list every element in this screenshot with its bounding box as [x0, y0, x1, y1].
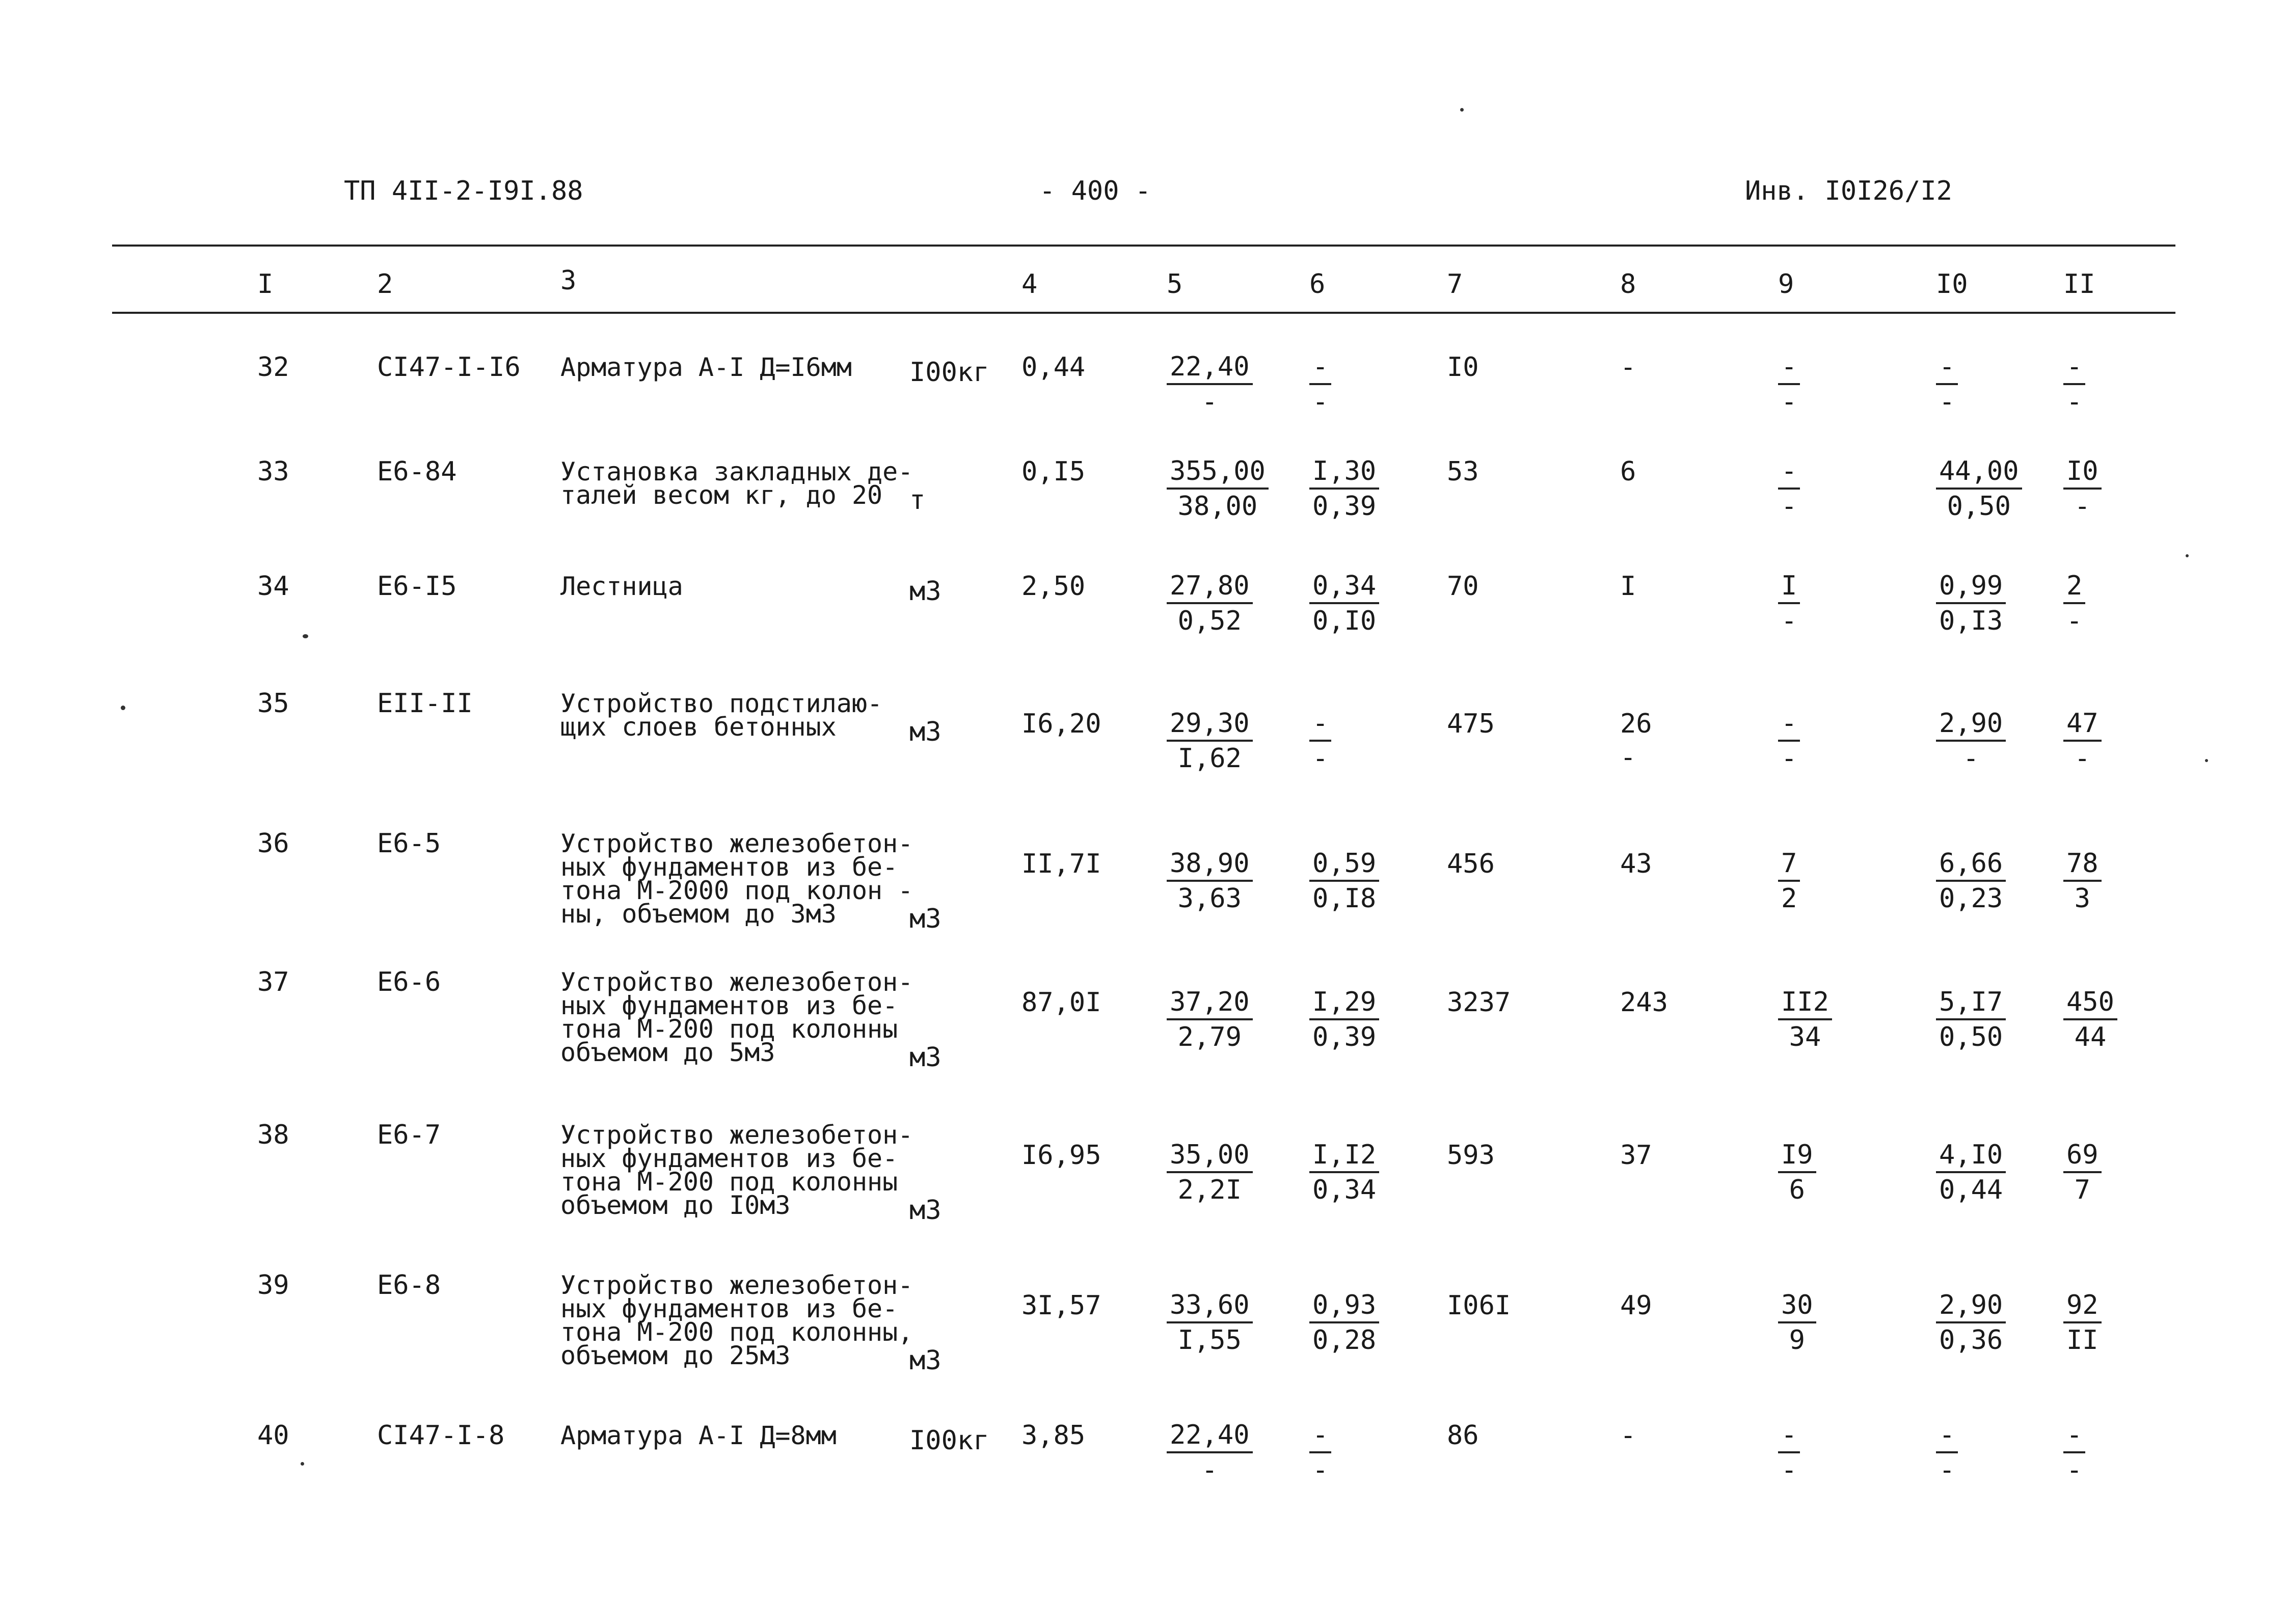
unit-cost [1167, 1289, 1253, 1357]
labor-total-numerator: 92 [2063, 1289, 2102, 1323]
labor-per-unit [1936, 570, 2006, 638]
machine-cost-fraction [1778, 986, 1832, 1054]
unit-cost-denominator: I,62 [1177, 743, 1242, 774]
unit-cost-denominator: 3,63 [1177, 883, 1242, 914]
labor-total-numerator: - [2063, 350, 2085, 385]
unit-cost-denominator: 2,2I [1177, 1175, 1242, 1205]
total-cost: 3237 [1447, 987, 1511, 1018]
unit-wage-fraction [1309, 1289, 1379, 1357]
description-line: тона М-200 под колонны, [560, 1317, 913, 1347]
unit-cost-fraction [1167, 570, 1253, 638]
machine-cost [1778, 350, 1800, 419]
labor-per-unit-denominator: - [1939, 387, 1955, 417]
labor-per-unit-denominator: 0,36 [1939, 1325, 2003, 1356]
labor-per-unit-denominator: - [1939, 1455, 1955, 1485]
total-cost: 70 [1447, 571, 1479, 602]
unit-wage-denominator: 0,I8 [1312, 883, 1377, 914]
labor-per-unit-numerator: - [1936, 1419, 1958, 1453]
labor-per-unit-numerator: 5,I7 [1936, 986, 2006, 1020]
total-wage [1620, 707, 1652, 774]
labor-per-unit [1936, 707, 2006, 775]
unit-wage-fraction [1309, 847, 1379, 915]
unit-cost-fraction [1167, 847, 1253, 915]
doc-code: ТП 4II-2-I9I.88 [344, 176, 583, 206]
machine-cost-numerator: 30 [1778, 1289, 1816, 1323]
labor-total-numerator: I0 [2063, 455, 2102, 490]
unit-wage [1309, 1139, 1379, 1207]
description-line: ных фундаментов из бе- [560, 991, 898, 1020]
machine-cost-fraction [1778, 570, 1800, 638]
column-number-9: 9 [1778, 269, 1794, 300]
machine-cost [1778, 1289, 1816, 1357]
labor-total [2063, 1139, 2102, 1207]
description-line: Установка закладных де- [560, 457, 913, 486]
machine-cost-numerator: I9 [1778, 1139, 1816, 1173]
machine-cost-denominator: - [1781, 606, 1797, 636]
machine-cost [1778, 707, 1800, 775]
row-number: 39 [257, 1270, 289, 1301]
labor-per-unit [1936, 1139, 2006, 1207]
labor-total-fraction [2063, 847, 2102, 915]
machine-cost [1778, 570, 1800, 638]
quantity: 87,0I [1021, 987, 1101, 1018]
labor-total-fraction [2063, 455, 2102, 523]
unit-wage [1309, 986, 1379, 1054]
description-line: Лестница [560, 572, 683, 601]
norm-code: ЕII-II [377, 688, 473, 719]
unit-cost [1167, 570, 1253, 638]
unit-cost [1167, 986, 1253, 1054]
labor-total-numerator: 78 [2063, 847, 2102, 882]
labor-total-numerator: 47 [2063, 707, 2102, 742]
labor-per-unit [1936, 350, 1958, 419]
labor-total-fraction [2063, 1139, 2102, 1207]
total-wage-value: 26 [1620, 709, 1652, 739]
column-number-5: 5 [1167, 269, 1183, 300]
scan-speck [301, 1462, 304, 1466]
description-line: талей весом кг, до 20 [560, 480, 883, 510]
total-wage-sub: - [1620, 742, 1636, 773]
quantity: II,7I [1021, 849, 1101, 879]
total-wage-value: 243 [1620, 987, 1668, 1018]
total-wage-value: I [1620, 571, 1636, 602]
scan-speck [2205, 759, 2208, 762]
norm-code: Е6-84 [377, 456, 457, 487]
labor-per-unit [1936, 455, 2022, 523]
labor-per-unit [1936, 986, 2006, 1054]
unit-cost-denominator: - [1201, 387, 1218, 417]
unit-wage-denominator: 0,39 [1312, 491, 1377, 522]
labor-total-numerator: 2 [2063, 570, 2085, 604]
description-line: ных фундаментов из бе- [560, 1144, 898, 1173]
unit-wage-numerator: 0,93 [1309, 1289, 1379, 1323]
unit-cost-fraction [1167, 707, 1253, 775]
unit-cost-numerator: 22,40 [1167, 1419, 1253, 1453]
row-number: 36 [257, 828, 289, 859]
machine-cost-fraction [1778, 1419, 1800, 1487]
quantity: 0,44 [1021, 352, 1086, 383]
description-line: Устройство железобетон- [560, 829, 913, 858]
machine-cost-denominator: - [1781, 387, 1797, 417]
norm-code: Е6-8 [377, 1270, 441, 1301]
labor-total [2063, 1289, 2102, 1357]
unit-wage-numerator: 0,59 [1309, 847, 1379, 882]
unit-wage [1309, 350, 1331, 419]
labor-per-unit-numerator: 6,66 [1936, 847, 2006, 882]
scan-speck [2186, 554, 2189, 557]
work-description [560, 829, 913, 929]
labor-total-denominator: 44 [2074, 1022, 2107, 1052]
labor-total-denominator: - [2074, 743, 2090, 774]
total-cost: 475 [1447, 709, 1495, 739]
row-number: 32 [257, 352, 289, 383]
row-number: 37 [257, 967, 289, 997]
description-line: Арматура А-I Д=I6мм [560, 353, 852, 382]
unit-of-measure: I00кг [909, 1425, 989, 1456]
unit-cost [1167, 707, 1253, 775]
unit-cost-fraction [1167, 455, 1269, 523]
machine-cost-fraction [1778, 1139, 1816, 1207]
total-wage [1620, 847, 1652, 881]
unit-wage [1309, 1289, 1379, 1357]
row-number: 40 [257, 1420, 289, 1451]
scan-speck [303, 634, 308, 638]
labor-total [2063, 847, 2102, 915]
labor-per-unit-denominator: 0,50 [1939, 1022, 2003, 1052]
description-line: тона М-200 под колонны [560, 1167, 898, 1197]
unit-wage-denominator: 0,39 [1312, 1022, 1377, 1052]
total-cost: 593 [1447, 1140, 1495, 1171]
norm-code: CI47-I-8 [377, 1420, 505, 1451]
labor-total-numerator: 69 [2063, 1139, 2102, 1173]
labor-total-denominator: II [2066, 1325, 2098, 1356]
total-cost: 53 [1447, 456, 1479, 487]
machine-cost-denominator: - [1781, 1455, 1797, 1485]
unit-of-measure: м3 [909, 576, 941, 607]
column-number-8: 8 [1620, 269, 1636, 300]
norm-code: Е6-6 [377, 967, 441, 997]
work-description [560, 353, 852, 382]
description-line: ных фундаментов из бе- [560, 1294, 898, 1323]
unit-wage-denominator: - [1312, 743, 1329, 774]
labor-total-denominator: - [2066, 387, 2083, 417]
unit-wage-fraction [1309, 1419, 1331, 1487]
scan-speck [121, 706, 125, 710]
unit-cost-numerator: 35,00 [1167, 1139, 1253, 1173]
total-wage [1620, 570, 1636, 603]
unit-wage-fraction [1309, 570, 1379, 638]
labor-per-unit-fraction [1936, 570, 2006, 638]
labor-total-denominator: 7 [2074, 1175, 2090, 1205]
labor-per-unit-fraction [1936, 986, 2006, 1054]
machine-cost [1778, 1139, 1816, 1207]
unit-of-measure: м3 [909, 904, 941, 934]
labor-total-denominator: - [2066, 606, 2083, 636]
norm-code: Е6-5 [377, 828, 441, 859]
machine-cost-denominator: 34 [1789, 1022, 1821, 1052]
machine-cost-denominator: - [1781, 491, 1797, 522]
quantity: I6,95 [1021, 1140, 1101, 1171]
labor-total-fraction [2063, 570, 2085, 638]
machine-cost-numerator: II2 [1778, 986, 1832, 1020]
labor-per-unit-fraction [1936, 707, 2006, 775]
labor-total-fraction [2063, 1289, 2102, 1357]
column-number-4: 4 [1021, 269, 1038, 300]
machine-cost [1778, 847, 1800, 915]
labor-total [2063, 570, 2085, 638]
unit-cost-fraction [1167, 1289, 1253, 1357]
machine-cost-numerator: - [1778, 707, 1800, 742]
work-description [560, 1120, 913, 1220]
work-description [560, 457, 913, 510]
work-description [560, 689, 883, 742]
labor-per-unit-numerator: - [1936, 350, 1958, 385]
quantity: I6,20 [1021, 709, 1101, 739]
unit-wage-denominator: 0,28 [1312, 1325, 1377, 1356]
machine-cost-denominator: 6 [1789, 1175, 1805, 1205]
inventory-number: Инв. I0I26/I2 [1745, 176, 1952, 206]
unit-cost-denominator: I,55 [1177, 1325, 1242, 1356]
unit-cost-fraction [1167, 986, 1253, 1054]
norm-code: Е6-7 [377, 1120, 441, 1150]
description-line: ны, объемом до 3м3 [560, 899, 837, 929]
unit-cost [1167, 350, 1253, 419]
page-number: - 400 - [1039, 176, 1151, 206]
work-description [560, 572, 683, 601]
labor-total-numerator: 450 [2063, 986, 2117, 1020]
unit-cost-fraction [1167, 1139, 1253, 1207]
labor-per-unit-fraction [1936, 1139, 2006, 1207]
machine-cost-numerator: - [1778, 350, 1800, 385]
total-wage-value: 49 [1620, 1290, 1652, 1321]
total-wage [1620, 986, 1668, 1019]
unit-of-measure: м3 [909, 1195, 941, 1226]
unit-of-measure: I00кг [909, 357, 989, 388]
labor-per-unit-numerator: 2,90 [1936, 707, 2006, 742]
total-wage-value: 6 [1620, 456, 1636, 487]
labor-total [2063, 350, 2085, 419]
labor-total [2063, 986, 2117, 1054]
quantity: 3,85 [1021, 1420, 1086, 1451]
row-number: 38 [257, 1120, 289, 1150]
description-line: тона М-200 под колонны [560, 1014, 898, 1044]
description-line: Арматура А-I Д=8мм [560, 1421, 837, 1450]
column-number-2: 2 [377, 269, 393, 300]
machine-cost [1778, 1419, 1800, 1487]
norm-code: Е6-I5 [377, 571, 457, 602]
table-header-rule [112, 312, 2175, 314]
total-cost: I0 [1447, 352, 1479, 383]
total-cost: I06I [1447, 1290, 1511, 1321]
unit-wage-numerator: - [1309, 350, 1331, 385]
quantity: 3I,57 [1021, 1290, 1101, 1321]
unit-of-measure: т [909, 485, 926, 516]
machine-cost [1778, 986, 1832, 1054]
labor-per-unit-numerator: 44,00 [1936, 455, 2022, 490]
row-number: 35 [257, 688, 289, 719]
machine-cost-fraction [1778, 350, 1800, 419]
unit-cost-denominator: 2,79 [1177, 1022, 1242, 1052]
labor-total-denominator: - [2074, 491, 2090, 522]
column-number-6: 6 [1309, 269, 1326, 300]
total-wage [1620, 455, 1636, 489]
unit-wage-fraction [1309, 455, 1379, 523]
unit-cost-denominator: - [1201, 1455, 1218, 1485]
total-cost: 86 [1447, 1420, 1479, 1451]
labor-per-unit-numerator: 2,90 [1936, 1289, 2006, 1323]
machine-cost-fraction [1778, 707, 1800, 775]
machine-cost-fraction [1778, 847, 1800, 915]
labor-total-denominator: 3 [2074, 883, 2090, 914]
labor-total-fraction [2063, 986, 2117, 1054]
unit-wage [1309, 707, 1331, 775]
labor-total-fraction [2063, 1419, 2085, 1487]
machine-cost-denominator: - [1781, 743, 1797, 774]
labor-per-unit-fraction [1936, 350, 1958, 419]
total-cost: 456 [1447, 849, 1495, 879]
unit-cost-numerator: 33,60 [1167, 1289, 1253, 1323]
description-line: объемом до 25м3 [560, 1341, 791, 1370]
unit-cost [1167, 847, 1253, 915]
unit-wage-fraction [1309, 986, 1379, 1054]
unit-of-measure: м3 [909, 1345, 941, 1376]
description-line: тона М-2000 под колон - [560, 876, 913, 905]
machine-cost [1778, 455, 1800, 523]
unit-cost-numerator: 22,40 [1167, 350, 1253, 385]
description-line: объемом до I0м3 [560, 1190, 791, 1220]
unit-wage-numerator: - [1309, 707, 1331, 742]
total-wage [1620, 350, 1636, 384]
unit-wage-numerator: - [1309, 1419, 1331, 1453]
labor-per-unit-denominator: 0,50 [1947, 491, 2011, 522]
unit-wage [1309, 570, 1379, 638]
unit-wage-fraction [1309, 350, 1331, 419]
unit-wage-denominator: - [1312, 1455, 1329, 1485]
quantity: 0,I5 [1021, 456, 1086, 487]
machine-cost-numerator: I [1778, 570, 1800, 604]
unit-wage [1309, 1419, 1331, 1487]
work-description [560, 1270, 913, 1370]
unit-wage-numerator: I,30 [1309, 455, 1379, 490]
labor-total-denominator: - [2066, 1455, 2083, 1485]
unit-cost [1167, 455, 1269, 523]
unit-cost-numerator: 29,30 [1167, 707, 1253, 742]
total-wage-value: 43 [1620, 849, 1652, 879]
machine-cost-numerator: - [1778, 455, 1800, 490]
total-wage [1620, 1419, 1636, 1452]
labor-per-unit-denominator: 0,I3 [1939, 606, 2003, 636]
machine-cost-denominator: 2 [1781, 883, 1797, 914]
unit-wage-numerator: I,29 [1309, 986, 1379, 1020]
labor-per-unit [1936, 847, 2006, 915]
scan-speck [1460, 108, 1464, 112]
unit-of-measure: м3 [909, 1042, 941, 1073]
labor-total [2063, 1419, 2085, 1487]
description-line: Устройство железобетон- [560, 1120, 913, 1150]
labor-per-unit-fraction [1936, 455, 2022, 523]
unit-wage-fraction [1309, 1139, 1379, 1207]
unit-wage-numerator: I,I2 [1309, 1139, 1379, 1173]
table-top-rule [112, 245, 2175, 247]
norm-code: CI47-I-I6 [377, 352, 521, 383]
labor-total-fraction [2063, 350, 2085, 419]
machine-cost-denominator: 9 [1789, 1325, 1805, 1356]
labor-total [2063, 455, 2102, 523]
unit-cost-numerator: 38,90 [1167, 847, 1253, 882]
unit-wage-denominator: - [1312, 387, 1329, 417]
labor-per-unit-denominator: - [1962, 743, 1979, 774]
column-number-1: I [257, 269, 274, 300]
unit-wage [1309, 847, 1379, 915]
labor-total [2063, 707, 2102, 775]
description-line: Устройство железобетон- [560, 1270, 913, 1300]
machine-cost-numerator: - [1778, 1419, 1800, 1453]
work-description [560, 1421, 837, 1450]
labor-total-numerator: - [2063, 1419, 2085, 1453]
description-line: Устройство железобетон- [560, 967, 913, 997]
unit-wage [1309, 455, 1379, 523]
total-wage [1620, 1139, 1652, 1172]
unit-cost-numerator: 27,80 [1167, 570, 1253, 604]
column-number-10: I0 [1936, 269, 1968, 300]
labor-per-unit-fraction [1936, 1289, 2006, 1357]
total-wage-value: - [1620, 1420, 1636, 1451]
unit-wage-numerator: 0,34 [1309, 570, 1379, 604]
labor-per-unit [1936, 1289, 2006, 1357]
labor-per-unit-denominator: 0,23 [1939, 883, 2003, 914]
unit-wage-denominator: 0,I0 [1312, 606, 1377, 636]
machine-cost-fraction [1778, 455, 1800, 523]
unit-cost-denominator: 0,52 [1177, 606, 1242, 636]
machine-cost-fraction [1778, 1289, 1816, 1357]
unit-cost [1167, 1419, 1253, 1487]
machine-cost-numerator: 7 [1778, 847, 1800, 882]
row-number: 34 [257, 571, 289, 602]
labor-per-unit-denominator: 0,44 [1939, 1175, 2003, 1205]
unit-wage-denominator: 0,34 [1312, 1175, 1377, 1205]
unit-cost-denominator: 38,00 [1177, 491, 1258, 522]
description-line: Устройство подстилаю- [560, 689, 883, 718]
unit-of-measure: м3 [909, 717, 941, 747]
labor-per-unit-fraction [1936, 1419, 1958, 1487]
labor-per-unit-numerator: 4,I0 [1936, 1139, 2006, 1173]
row-number: 33 [257, 456, 289, 487]
unit-cost-fraction [1167, 1419, 1253, 1487]
work-description [560, 967, 913, 1067]
labor-per-unit [1936, 1419, 1958, 1487]
quantity: 2,50 [1021, 571, 1086, 602]
labor-per-unit-numerator: 0,99 [1936, 570, 2006, 604]
labor-total-fraction [2063, 707, 2102, 775]
unit-cost-fraction [1167, 350, 1253, 419]
column-number-7: 7 [1447, 269, 1463, 300]
total-wage-value: - [1620, 352, 1636, 383]
description-line: объемом до 5м3 [560, 1038, 775, 1067]
labor-per-unit-fraction [1936, 847, 2006, 915]
description-line: ных фундаментов из бе- [560, 852, 898, 882]
column-number-11: II [2063, 269, 2095, 300]
unit-cost-numerator: 37,20 [1167, 986, 1253, 1020]
unit-cost-numerator: 355,00 [1167, 455, 1269, 490]
total-wage-value: 37 [1620, 1140, 1652, 1171]
column-number-3: 3 [560, 265, 577, 296]
description-line: щих слоев бетонных [560, 712, 837, 742]
total-wage [1620, 1289, 1652, 1322]
unit-cost [1167, 1139, 1253, 1207]
unit-wage-fraction [1309, 707, 1331, 775]
